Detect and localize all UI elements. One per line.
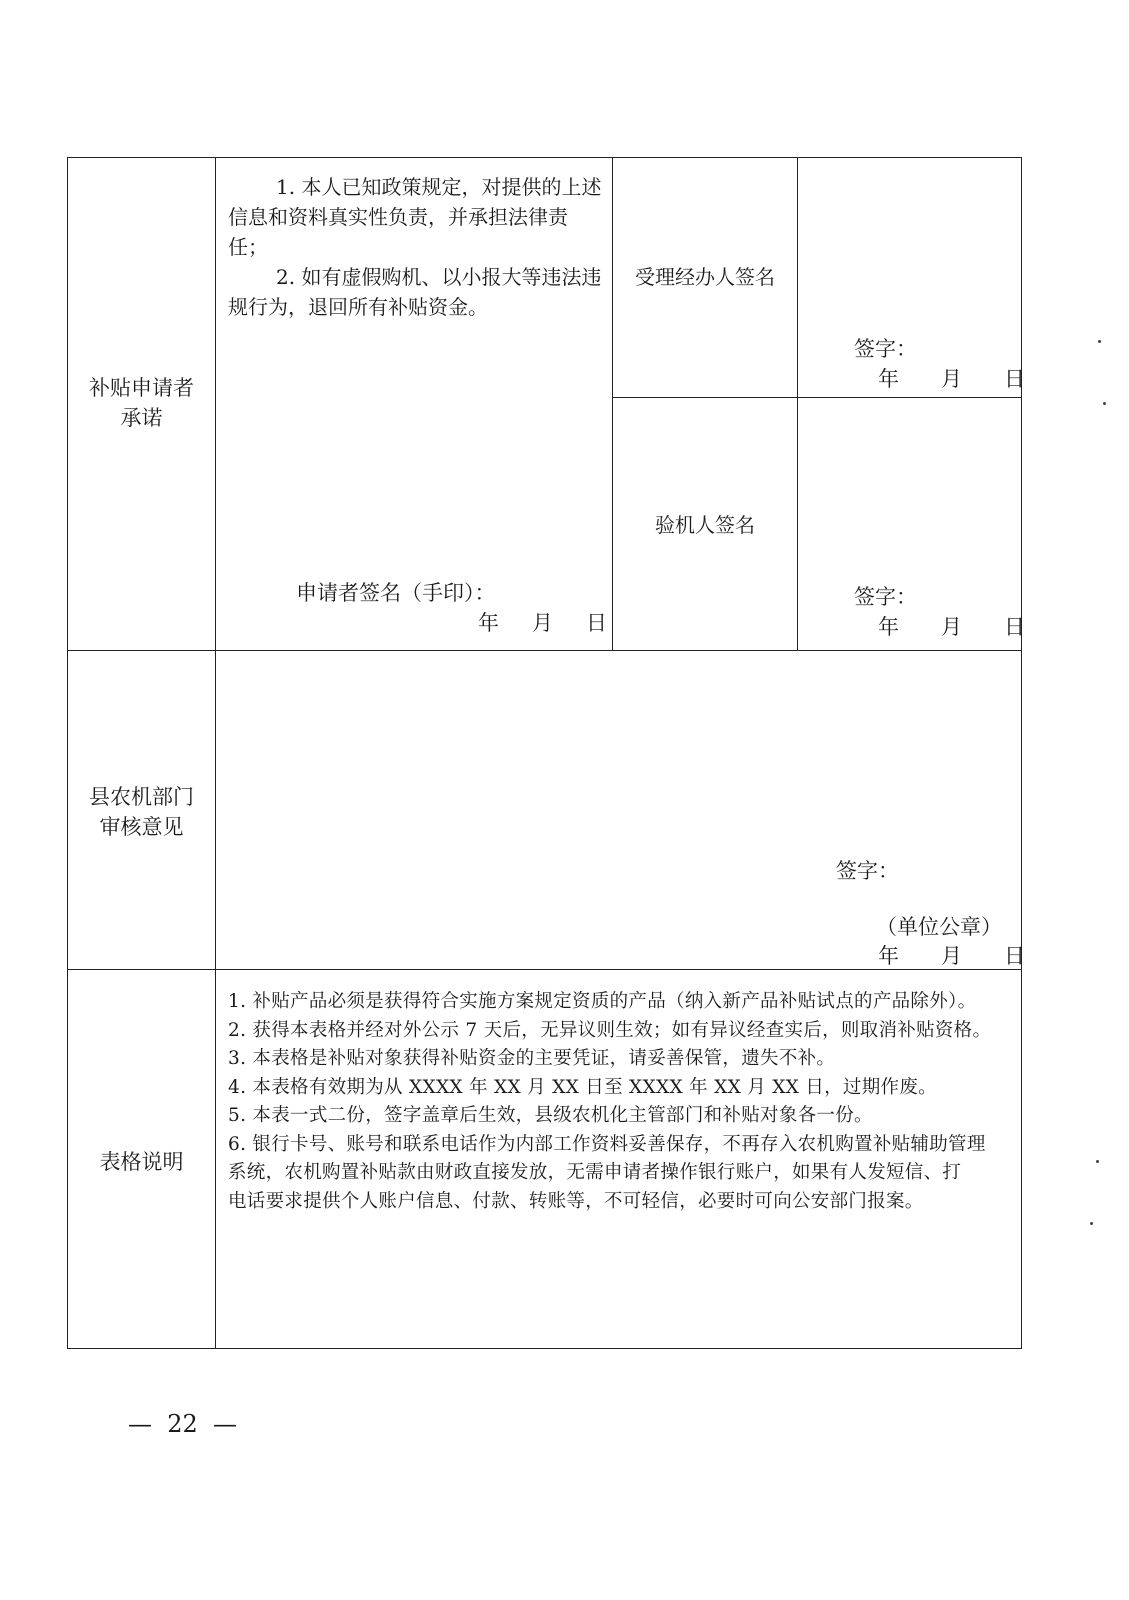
- pledge-label-line1: 补贴申请者: [89, 376, 194, 400]
- table-divider: [797, 157, 798, 651]
- applicant-signature-label: 申请者签名（手印）：: [296, 581, 496, 605]
- county-sign-label: 签字：: [836, 859, 899, 883]
- notes-item: 6. 银行卡号、账号和联系电话作为内部工作资料妥善保存，不再存入农机购置补贴辅助管理: [228, 1133, 986, 1155]
- inspector-sign-label: 签字：: [854, 585, 917, 609]
- county-review-label-line2: 审核意见: [99, 815, 184, 839]
- county-seal-label: （单位公章）: [876, 915, 1002, 939]
- handler-date: 年 月 日: [878, 367, 1025, 391]
- notes-item: 2. 获得本表格并经对外公示 7 天后，无异议则生效；如有异议经查实后，则取消补贴资格。: [228, 1019, 992, 1041]
- inspector-label: 验机人签名: [655, 513, 755, 537]
- county-date: 年 月 日: [878, 944, 1025, 968]
- notes-item: 3. 本表格是补贴对象获得补贴资金的主要凭证，请妥善保管，遗失不补。: [228, 1048, 836, 1069]
- table-border-bottom: [67, 1348, 1022, 1349]
- scan-speck: [1103, 402, 1106, 405]
- table-border-top: [67, 157, 1022, 158]
- handler-sign-label: 签字：: [854, 337, 917, 361]
- inspector-date: 年 月 日: [878, 615, 1025, 639]
- applicant-date: 年 月 日: [478, 611, 613, 635]
- pledge-label: [68, 373, 215, 433]
- notes-item: 5. 本表一式二份，签字盖章后生效，县级农机化主管部门和补贴对象各一份。: [228, 1105, 873, 1126]
- page-number: — 22 —: [128, 1410, 238, 1438]
- scan-speck: [1090, 1222, 1093, 1225]
- notes-label: 表格说明: [99, 1150, 184, 1174]
- pledge-text: [228, 172, 606, 322]
- notes-list: [228, 988, 1018, 1216]
- notes-item: 1. 补贴产品必须是获得符合实施方案规定资质的产品（纳入新产品补贴试点的产品除外）。: [228, 991, 977, 1012]
- scan-speck: [1096, 1160, 1099, 1163]
- notes-item: 系统，农机购置补贴款由财政直接发放，无需申请者操作银行账户，如果有人发短信、打: [228, 1162, 962, 1183]
- table-divider: [67, 650, 1022, 651]
- scan-speck: [1098, 340, 1101, 343]
- pledge-label-line2: 承诺: [120, 406, 163, 430]
- table-divider: [612, 397, 1022, 398]
- notes-item: 电话要求提供个人账户信息、付款、转账等，不可轻信，必要时可向公安部门报案。: [228, 1190, 924, 1212]
- county-review-label-line1: 县农机部门: [89, 785, 194, 809]
- pledge-item-1: 1. 本人已知政策规定，对提供的上述信息和资料真实性负责，并承担法律责任；: [228, 175, 602, 259]
- table-divider: [612, 157, 613, 651]
- notes-item: 4. 本表格有效期为从 XXXX 年 XX 月 XX 日至 XXXX 年 XX 月 XX 日，过期作废。: [228, 1076, 937, 1098]
- handler-label: 受理经办人签名: [635, 265, 775, 289]
- table-divider: [215, 157, 216, 1349]
- county-review-label: [68, 782, 215, 842]
- table-border-right: [1021, 157, 1022, 1349]
- pledge-item-2: 2. 如有虚假购机、以小报大等违法违规行为，退回所有补贴资金。: [228, 265, 602, 319]
